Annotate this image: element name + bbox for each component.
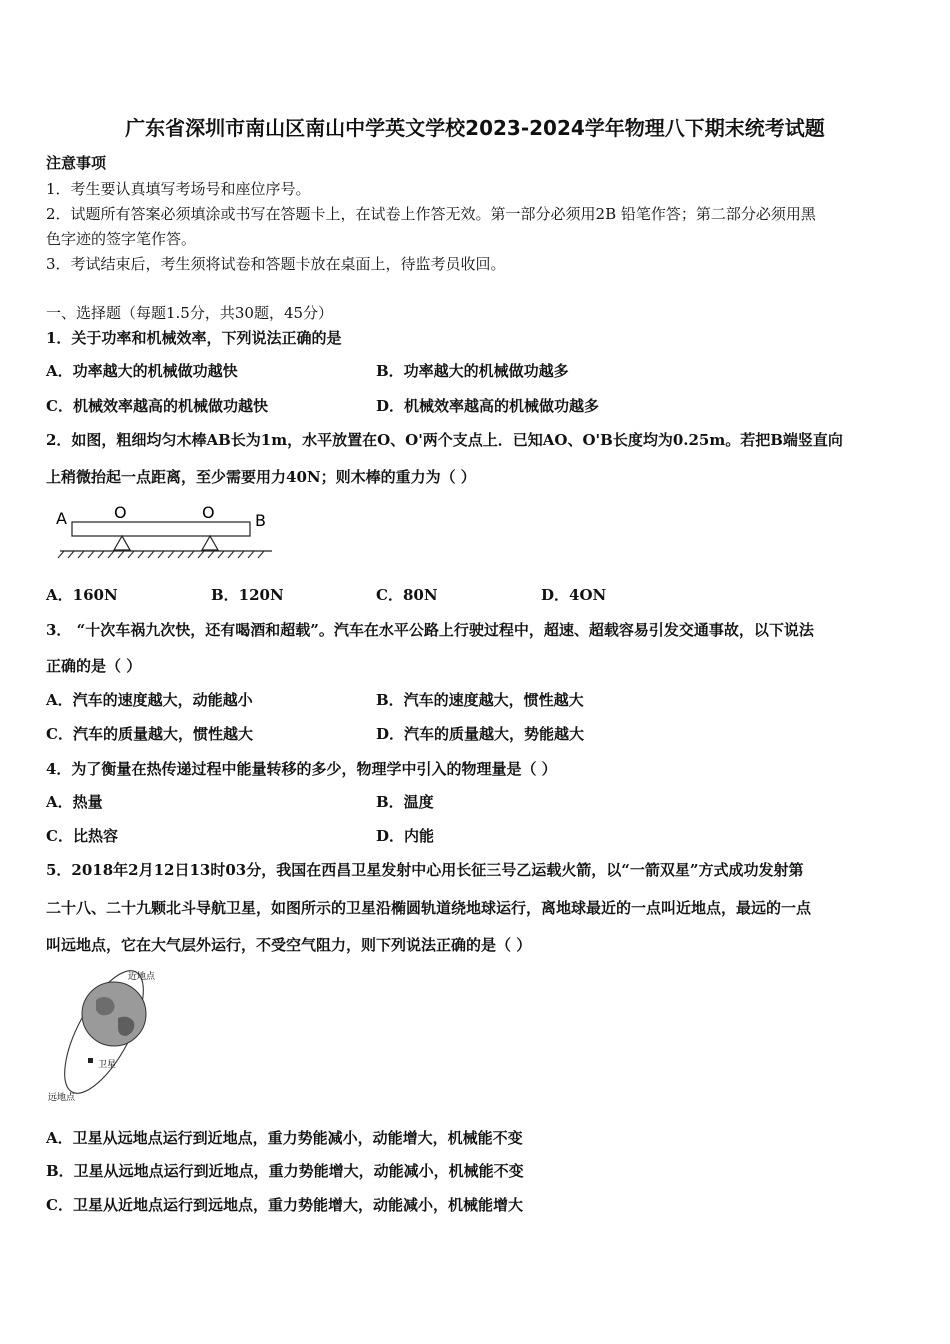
q5-stem-line2: 二十八、二十九颗北斗导航卫星，如图所示的卫星沿椭圆轨道绕地球运行，离地球最近的一点叫近地点，最远的一点 [46,899,812,917]
q3-option-c: C．汽车的质量越大，惯性越大 [46,725,253,743]
lever-figure [50,498,280,568]
perigee-label: 近地点 [128,972,156,982]
q3-option-d: D．汽车的质量越大，势能越大 [376,725,585,743]
earth-icon [82,982,146,1046]
q3-stem-line1: 3． “十次车祸九次快，还有喝酒和超载”。汽车在水平公路上行驶过程中，超速、超载容易引发交通事故，以下说法 [46,621,814,639]
support-o2 [202,536,218,550]
q1-option-d: D．机械效率越高的机械做功越多 [376,397,600,415]
notice-item-1: 1．考生要认真填写考场号和座位序号。 [46,180,311,198]
q2-stem-line1: 2．如图，粗细均匀木棒AB长为1m，水平放置在O、O'两个支点上．已知AO、O'B长度均为0.25m。若把B端竖直向 [46,431,843,449]
q2-stem-line2: 上稍微抬起一点距离，至少需要用力40N；则木棒的重力为（ ） [46,468,476,486]
q3-stem-line2: 正确的是（ ） [46,657,142,675]
q3-option-b: B．汽车的速度越大，惯性越大 [376,691,584,709]
q4-option-d: D．内能 [376,827,435,845]
q1-option-a: A．功率越大的机械做功越快 [46,362,238,380]
q5-option-a: A．卫星从远地点运行到近地点，重力势能减小，动能增大，机械能不变 [46,1129,523,1147]
satellite-label: 卫星 [98,1060,117,1070]
label-o2: O [202,503,215,522]
notice-heading: 注意事项 [46,154,107,172]
apogee-label: 远地点 [48,1093,76,1103]
satellite-icon [88,1058,93,1063]
q4-option-a: A．热量 [46,793,103,811]
q1-option-c: C．机械效率越高的机械做功越快 [46,397,268,415]
q2-option-d: D．4ON [541,586,607,604]
q1-option-b: B．功率越大的机械做功越多 [376,362,569,380]
q5-stem-line1: 5．2018年2月12日13时03分，我国在西昌卫星发射中心用长征三号乙运载火箭，以“一箭双星”方式成功发射第 [46,861,804,879]
q1-stem: 1．关于功率和机械效率，下列说法正确的是 [46,329,342,347]
q4-stem: 4．为了衡量在热传递过程中能量转移的多少，物理学中引入的物理量是（ ） [46,760,557,778]
notice-item-2-cont: 色字迹的签字笔作答。 [46,230,197,248]
wooden-bar [72,522,250,536]
notice-item-2: 2．试题所有答案必须填涂或书写在答题卡上，在试卷上作答无效。第一部分必须用2B 铅笔作答；第二部分必须用黑 [46,205,816,223]
page-title: 广东省深圳市南山区南山中学英文学校2023-2024学年物理八下期末统考试题 [125,116,825,140]
q2-option-b: B．120N [211,586,284,604]
q4-option-b: B．温度 [376,793,434,811]
q4-option-c: C．比热容 [46,827,118,845]
support-o1 [114,536,130,550]
label-o1: O [114,503,127,522]
q3-option-a: A．汽车的速度越大，动能越小 [46,691,253,709]
label-a: A [56,509,67,528]
label-b: B [255,511,266,530]
satellite-orbit-figure [44,966,174,1106]
section-heading: 一、选择题（每题1.5分，共30题，45分） [46,304,334,322]
q2-option-a: A．160N [46,586,118,604]
notice-item-3: 3．考试结束后，考生须将试卷和答题卡放在桌面上，待监考员收回。 [46,255,506,273]
q2-option-c: C．80N [376,586,438,604]
q5-option-c: C．卫星从近地点运行到远地点，重力势能增大，动能减小，机械能增大 [46,1196,523,1214]
q5-stem-line3: 叫远地点，它在大气层外运行，不受空气阻力，则下列说法正确的是（ ） [46,936,532,954]
q5-option-b: B．卫星从远地点运行到近地点，重力势能增大，动能减小，机械能不变 [46,1162,524,1180]
ground-hatching [58,551,264,558]
